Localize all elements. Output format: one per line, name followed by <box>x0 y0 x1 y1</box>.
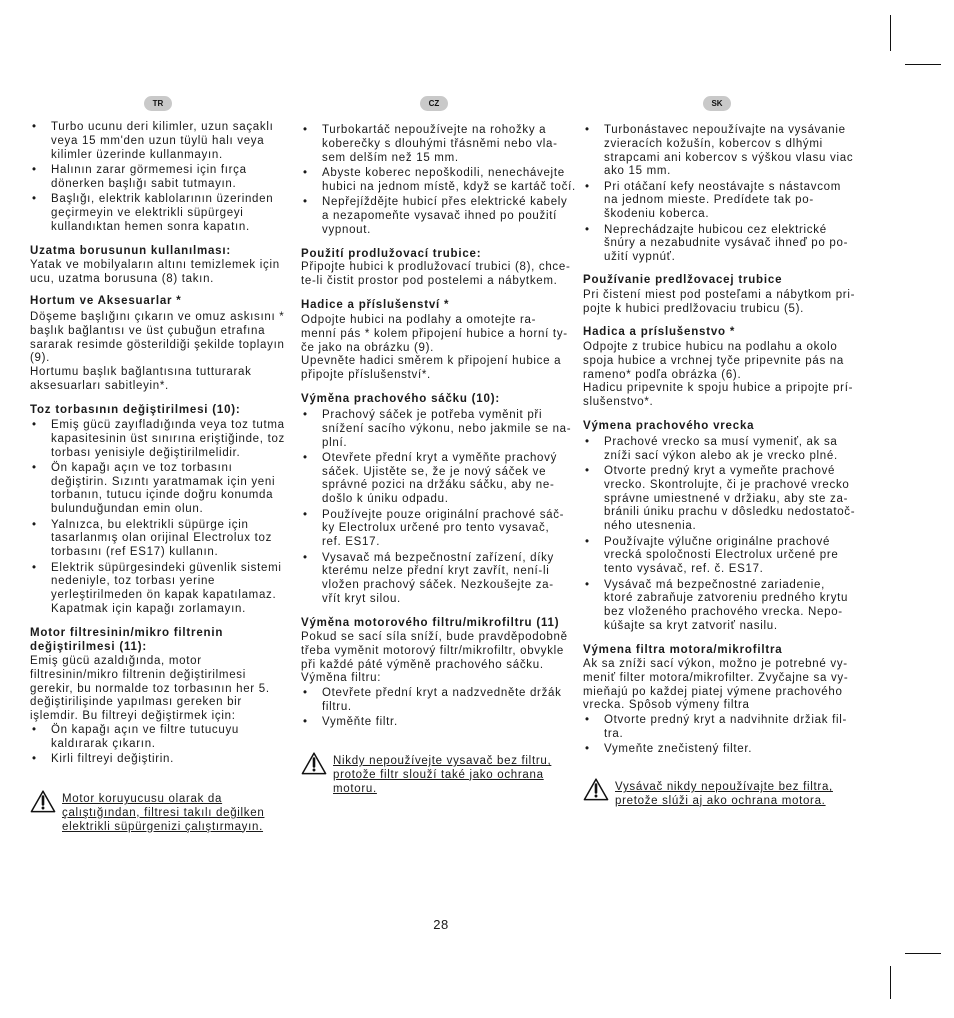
paragraph-line: vrecka. Spôsob výmeny filtra <box>583 699 750 712</box>
bullet-text-line: šnúry a nezabudnite vysávač ihneď po po- <box>604 237 849 250</box>
bullet-text-line: Vymeňte znečistený filter. <box>604 743 753 756</box>
bullet-text-line: Ön kapağı açın ve filtre tutucuyu <box>51 724 240 737</box>
heading-line: Hadice a příslušenství * <box>301 299 450 312</box>
bullet-item <box>301 509 571 550</box>
paragraph-line: Pri čistení miest pod posteľami a nábytkom pri- <box>583 289 856 302</box>
bullet-text-line: Nepřejíždějte hubicí přes elektrické kabely <box>322 196 568 209</box>
bullet-item <box>583 224 853 265</box>
bullet-item <box>30 753 239 767</box>
bullet-list <box>301 409 571 606</box>
warning-icon <box>583 777 609 802</box>
bullet-text-line: na jednom mieste. Predídete tak po- <box>604 194 814 207</box>
paragraph <box>301 261 571 288</box>
section-heading <box>583 644 782 658</box>
bullet-text-line: veya 15 mm'den uzun tüylü halı veya <box>51 134 265 147</box>
heading-line: Hortum ve Aksesuarlar * <box>30 295 182 308</box>
bullet-text-line: Otvorte predný kryt a vymeňte prachové <box>604 465 836 478</box>
bullet-text-line: sem delším než 15 mm. <box>322 151 459 164</box>
bullet-marker: • <box>303 716 308 729</box>
bullet-list <box>301 124 576 237</box>
bullet-text-line: torbası yenisiyle değiştirilmelidir. <box>51 446 241 459</box>
bullet-text-line: kterému nelze přední kryt zavřít, není-li <box>322 565 550 578</box>
bullet-item <box>583 436 855 463</box>
bullet-marker: • <box>303 196 308 209</box>
warning-text-line: Vysávač nikdy nepoužívajte bez filtra, <box>615 781 833 794</box>
bullet-item <box>30 419 285 460</box>
bullet-text-line: kilimler üzerinde kullanmayın. <box>51 148 223 161</box>
bullet-text-line: kapasitesinin üst sınırına eriştiğinde, toz <box>51 432 286 445</box>
bullet-item <box>30 562 285 617</box>
bullet-item <box>583 536 855 577</box>
bullet-text-line: Otevřete přední kryt a vyměňte prachový <box>322 452 558 465</box>
heading-line: Výmena filtra motora/mikrofiltra <box>583 644 783 657</box>
bullet-list <box>583 714 847 757</box>
paragraph-line: değiştirilişinde yapılması gereken bir <box>30 696 242 709</box>
paragraph-line: işlemdir. Bu filtreyi değiştirmek için: <box>30 709 236 722</box>
paragraph-line: Döşeme başlığını çıkarın ve omuz askısını * <box>30 311 285 324</box>
warning-note <box>301 755 551 796</box>
paragraph-line: Pokud se sací síla sníží, bude pravděpodobně <box>301 631 568 644</box>
bullet-list <box>583 436 855 633</box>
section-heading <box>583 420 754 434</box>
bullet-marker: • <box>303 167 308 180</box>
paragraph-line: gerekir, bu normalde toz torbasının her 5. <box>30 682 270 695</box>
bullet-text-line: tasarlanmış olan orijinal Electrolux toz <box>51 532 273 545</box>
bullet-text-line: Halının zarar görmemesi için fırça <box>51 164 247 177</box>
paragraph-line: aksesuarları sabitleyin*. <box>30 379 169 392</box>
paragraph-line: třeba vyměnit motorový filtr/mikrofiltr, obvykle <box>301 644 565 657</box>
bullet-text-line: strapcami ani kobercov s výškou vlasu viac <box>604 151 854 164</box>
paragraph-line: Odpojte hubici na podlahy a omotejte ra- <box>301 314 537 327</box>
bullet-text-line: değiştirin. Sızıntı yaratmamak için yeni <box>51 475 276 488</box>
bullet-text-line: vrecká spoločnosti Electrolux určené pre <box>604 549 839 562</box>
bullet-text-line: ako 15 mm. <box>604 165 672 178</box>
language-badge: SK <box>703 96 731 111</box>
bullet-item <box>30 724 239 751</box>
paragraph <box>30 259 280 286</box>
bullet-text-line: Vysavač má bezpečnostní zařízení, díky <box>322 551 554 564</box>
bullet-marker: • <box>303 687 308 700</box>
section-heading <box>30 295 182 309</box>
bullet-marker: • <box>585 714 590 727</box>
paragraph-line: Výměna filtru: <box>301 672 382 685</box>
warning-text-line: Motor koruyucusu olarak da <box>62 793 223 806</box>
bullet-text-line: Otvorte predný kryt a nadvihnite držiak fil- <box>604 714 847 727</box>
section-heading <box>30 245 231 259</box>
heading-line: Motor filtresinin/mikro filtrenin <box>30 627 224 640</box>
bullet-item <box>583 579 855 634</box>
bullet-text-line: ktoré zabraňuje zatvoreniu predného krytu <box>604 592 849 605</box>
bullet-text-line: plní. <box>322 436 348 449</box>
bullet-text-line: Kapatmak için kapağı zorlamayın. <box>51 602 246 615</box>
bullet-marker: • <box>585 436 590 449</box>
bullet-text-line: koberečky s dlouhými třásněmi nebo vla- <box>322 137 558 150</box>
bullet-text-line: Prachový sáček je potřeba vyměnit při <box>322 409 543 422</box>
paragraph <box>583 658 848 713</box>
bullet-marker: • <box>32 419 37 432</box>
paragraph-line: Ak sa zníži sací výkon, možno je potrebné vy- <box>583 658 848 671</box>
bullet-marker: • <box>303 551 308 564</box>
warning-text-line: çalıştığından, filtresi takılı değilken <box>62 806 265 819</box>
bullet-text-line: Vysávač má bezpečnostné zariadenie, <box>604 578 825 591</box>
bullet-text-line: Ön kapağı açın ve toz torbasını <box>51 462 233 475</box>
paragraph-line: rameno* podľa obrázka (6). <box>583 368 742 381</box>
column-cz <box>301 0 586 1018</box>
paragraph-line: při každé páté výměně prachového sáčku. <box>301 658 544 671</box>
paragraph <box>301 631 568 686</box>
bullet-marker: • <box>585 223 590 236</box>
bullet-item <box>301 167 576 194</box>
heading-line: Výměna prachového sáčku (10): <box>301 393 500 406</box>
heading-line: Hadica a príslušenstvo * <box>583 326 736 339</box>
paragraph-line: připojte příslušenství*. <box>301 368 431 381</box>
section-heading <box>301 393 500 407</box>
section-heading <box>301 617 559 631</box>
bullet-text-line: tra. <box>604 727 624 740</box>
bullet-text-line: dönerken başlığı sabit tutmayın. <box>51 177 237 190</box>
bullet-text-line: geçirmeyin ve elektrikli süpürgeyi <box>51 206 244 219</box>
bullet-text-line: Prachové vrecko sa musí vymeniť, ak sa <box>604 436 838 449</box>
bullet-text-line: vložen prachový sáček. Nezkoušejte za- <box>322 578 554 591</box>
bullet-marker: • <box>303 124 308 137</box>
bullet-marker: • <box>303 409 308 422</box>
bullet-item <box>301 552 571 607</box>
section-heading <box>301 299 449 313</box>
bullet-item <box>30 193 273 234</box>
bullet-list <box>30 121 273 234</box>
bullet-text-line: Otevřete přední kryt a nadzvedněte držák <box>322 687 562 700</box>
heading-line: Toz torbasının değiştirilmesi (10): <box>30 404 241 417</box>
warning-note <box>583 781 833 808</box>
bullet-text-line: Elektrik süpürgesindeki güvenlik sistemi <box>51 561 282 574</box>
paragraph-line: Upevněte hadici směrem k připojení hubice a <box>301 355 562 368</box>
bullet-item <box>583 743 847 757</box>
paragraph <box>30 311 285 393</box>
bullet-text-line: Başlığı, elektrik kablolarının üzerinden <box>51 193 274 206</box>
bullet-text-line: Turbonástavec nepoužívajte na vysávanie <box>604 124 846 137</box>
bullet-text-line: torbasını (ref ES17) kullanın. <box>51 546 219 559</box>
section-heading <box>583 326 735 340</box>
paragraph-line: Připojte hubici k prodlužovací trubici (8), chce- <box>301 261 571 274</box>
bullet-list <box>30 724 239 767</box>
column-sk <box>583 0 868 1018</box>
bullet-text-line: snížení sacího výkonu, nebo jakmile se na- <box>322 422 572 435</box>
bullet-text-line: Neprechádzajte hubicou cez elektrické <box>604 223 827 236</box>
bullet-marker: • <box>585 124 590 137</box>
bullet-text-line: bulunduğundan emin olun. <box>51 503 204 516</box>
bullet-list <box>583 124 853 265</box>
bullet-text-line: vrecko. Skontrolujte, či je prachové vrecko <box>604 479 850 492</box>
bullet-item <box>30 121 273 162</box>
bullet-marker: • <box>585 535 590 548</box>
bullet-list <box>301 687 562 730</box>
warning-text-line: protože filtr slouží také jako ochrana <box>333 768 544 781</box>
paragraph-line: Odpojte z trubice hubicu na podlahu a okolo <box>583 341 838 354</box>
bullet-marker: • <box>585 578 590 591</box>
bullet-text-line: došlo k úniku odpadu. <box>322 493 449 506</box>
page-number: 28 <box>433 917 449 932</box>
paragraph-line: spoja hubice a vrchnej tyče pripevnite pás na <box>583 354 845 367</box>
bullet-text-line: torbanın, tutucu içinde doğru konumda <box>51 489 274 502</box>
bullet-text-line: kullandıktan hemen sonra kapatın. <box>51 220 250 233</box>
bullet-text-line: Používejte pouze originální prachové sáč- <box>322 508 565 521</box>
bullet-marker: • <box>32 121 37 134</box>
bullet-text-line: nedeniyle, toz torbası yerine <box>51 575 216 588</box>
bullet-item <box>301 687 562 714</box>
crop-mark-bottom-vertical <box>890 966 891 999</box>
bullet-text-line: ref. ES17. <box>322 536 381 549</box>
bullet-text-line: ného utesnenia. <box>604 520 697 533</box>
paragraph-line: (9). <box>30 352 51 365</box>
bullet-text-line: hubici na jednom místě, když se kartáč točí. <box>322 180 576 193</box>
warning-text-line: pretože slúži aj ako ochrana motora. <box>615 794 826 807</box>
paragraph-line: sararak resimde gösterildiği şekilde toplayın <box>30 338 285 351</box>
bullet-item <box>301 196 576 237</box>
paragraph <box>583 341 853 410</box>
bullet-item <box>583 465 855 534</box>
bullet-text-line: Emiş gücü zayıfladığında veya toz tutma <box>51 419 285 432</box>
warning-note <box>30 793 264 834</box>
bullet-text-line: bez vloženého prachového vrecka. Nepo- <box>604 605 843 618</box>
bullet-item <box>30 462 285 517</box>
warning-text-line: motoru. <box>333 782 377 795</box>
bullet-text-line: Yalnızca, bu elektrikli süpürge için <box>51 518 249 531</box>
paragraph-line: meniť filter motora/mikrofilter. Zvyčajne sa vy- <box>583 671 849 684</box>
bullet-text-line: sáček. Ujistěte se, že je nový sáček ve <box>322 465 547 478</box>
bullet-text-line: bránili úniku prachu v dôsledku nedostatoč- <box>604 506 856 519</box>
bullet-text-line: ky Electrolux určené pro tento vysavač, <box>322 522 550 535</box>
bullet-item <box>583 124 853 179</box>
bullet-item <box>583 181 853 222</box>
heading-line: Používanie predlžovacej trubice <box>583 274 783 287</box>
bullet-marker: • <box>585 465 590 478</box>
crop-mark-bottom-horizontal <box>905 953 941 954</box>
bullet-text-line: správne umiestnené v držiaku, aby ste za- <box>604 492 849 505</box>
bullet-text-line: Používajte výlučne originálne prachové <box>604 535 831 548</box>
bullet-text-line: škodeniu koberca. <box>604 208 710 221</box>
bullet-list <box>30 419 285 616</box>
section-heading <box>30 404 241 418</box>
paragraph <box>301 314 568 383</box>
warning-text-line: Nikdy nepoužívejte vysavač bez filtru, <box>333 755 552 768</box>
bullet-text-line: užití vypnúť. <box>604 251 676 264</box>
bullet-marker: • <box>32 164 37 177</box>
bullet-item <box>301 452 571 507</box>
bullet-text-line: yerleştirilmeden ön kapak kapatılamaz. <box>51 588 277 601</box>
heading-line: Použití prodlužovací trubice: <box>301 248 482 261</box>
bullet-marker: • <box>32 724 37 737</box>
bullet-text-line: Turbo ucunu deri kilimler, uzun saçaklı <box>51 121 274 134</box>
bullet-text-line: zvieracích kožušín, kobercov s dlhými <box>604 137 823 150</box>
bullet-text-line: kaldırarak çıkarın. <box>51 737 156 750</box>
bullet-item <box>583 714 847 741</box>
section-heading <box>583 274 782 288</box>
section-heading <box>30 627 223 654</box>
bullet-item <box>301 124 576 165</box>
bullet-marker: • <box>303 508 308 521</box>
bullet-text-line: tento vysávač, ref. č. ES17. <box>604 563 764 576</box>
crop-mark-top-vertical <box>890 15 891 51</box>
bullet-marker: • <box>32 193 37 206</box>
paragraph-line: Yatak ve mobilyaların altını temizlemek için <box>30 259 280 272</box>
bullet-text-line: Abyste koberec nepoškodili, nenechávejte <box>322 167 565 180</box>
bullet-marker: • <box>32 462 37 475</box>
bullet-text-line: zníži sací výkon alebo ak je vrecko plné. <box>604 449 838 462</box>
bullet-item <box>301 409 571 450</box>
heading-line: Výmena prachového vrecka <box>583 420 755 433</box>
crop-mark-top-horizontal <box>905 64 941 65</box>
paragraph-line: filtresinin/mikro filtrenin değiştirilmesi <box>30 668 247 681</box>
bullet-text-line: Pri otáčaní kefy neostávajte s nástavcom <box>604 180 842 193</box>
bullet-marker: • <box>32 518 37 531</box>
bullet-text-line: Kirli filtreyi değiştirin. <box>51 753 175 766</box>
bullet-item <box>301 716 562 730</box>
paragraph <box>30 655 270 724</box>
bullet-text-line: vypnout. <box>322 223 372 236</box>
bullet-text-line: vřít kryt silou. <box>322 592 401 605</box>
bullet-item <box>30 519 285 560</box>
section-heading <box>301 248 481 262</box>
paragraph-line: slušenstvo*. <box>583 395 654 408</box>
bullet-item <box>30 164 273 191</box>
bullet-marker: • <box>303 452 308 465</box>
paragraph <box>583 289 855 316</box>
heading-line: Výměna motorového filtru/mikrofiltru (11) <box>301 617 560 630</box>
column-tr <box>30 0 315 1018</box>
paragraph-line: Hadicu pripevnite k spoju hubice a pripojte prí- <box>583 382 854 395</box>
bullet-text-line: filtru. <box>322 700 352 713</box>
bullet-text-line: Turbokartáč nepoužívejte na rohožky a <box>322 124 547 137</box>
paragraph-line: mieňajú po každej piatej výmene prachového <box>583 685 843 698</box>
bullet-marker: • <box>585 743 590 756</box>
bullet-text-line: a nezapomeňte vysavač ihned po použití <box>322 209 558 222</box>
heading-line: değiştirilmesi (11): <box>30 640 147 653</box>
warning-text-line: elektrikli süpürgenizi çalıştırmayın. <box>62 820 264 833</box>
bullet-text-line: Vyměňte filtr. <box>322 716 398 729</box>
bullet-marker: • <box>32 753 37 766</box>
bullet-marker: • <box>585 180 590 193</box>
paragraph-line: Emiş gücü azaldığında, motor <box>30 655 202 668</box>
paragraph-line: menní pás * kolem připojení hubice a horní ty- <box>301 327 568 340</box>
paragraph-line: če jako na obrázku (9). <box>301 341 435 354</box>
warning-icon <box>30 789 56 814</box>
paragraph-line: ucu, uzatma borusuna (8) takın. <box>30 272 215 285</box>
bullet-marker: • <box>32 561 37 574</box>
bullet-text-line: správné pozici na držáku sáčku, aby ne- <box>322 479 555 492</box>
bullet-text-line: kúšajte sa kryt zatvoriť nasilu. <box>604 619 778 632</box>
paragraph-line: Hortumu başlık bağlantısına tutturarak <box>30 365 252 378</box>
paragraph-line: pojte k hubici predlžovaciu trubicu (5). <box>583 302 805 315</box>
language-badge: TR <box>144 96 172 111</box>
language-badge: CZ <box>420 96 448 111</box>
warning-icon <box>301 751 327 776</box>
paragraph-line: başlık bağlantısı ve üst çubuğun etrafına <box>30 324 266 337</box>
heading-line: Uzatma borusunun kullanılması: <box>30 245 231 258</box>
paragraph-line: te-li čistit prostor pod postelemi a nábytkem. <box>301 274 558 287</box>
